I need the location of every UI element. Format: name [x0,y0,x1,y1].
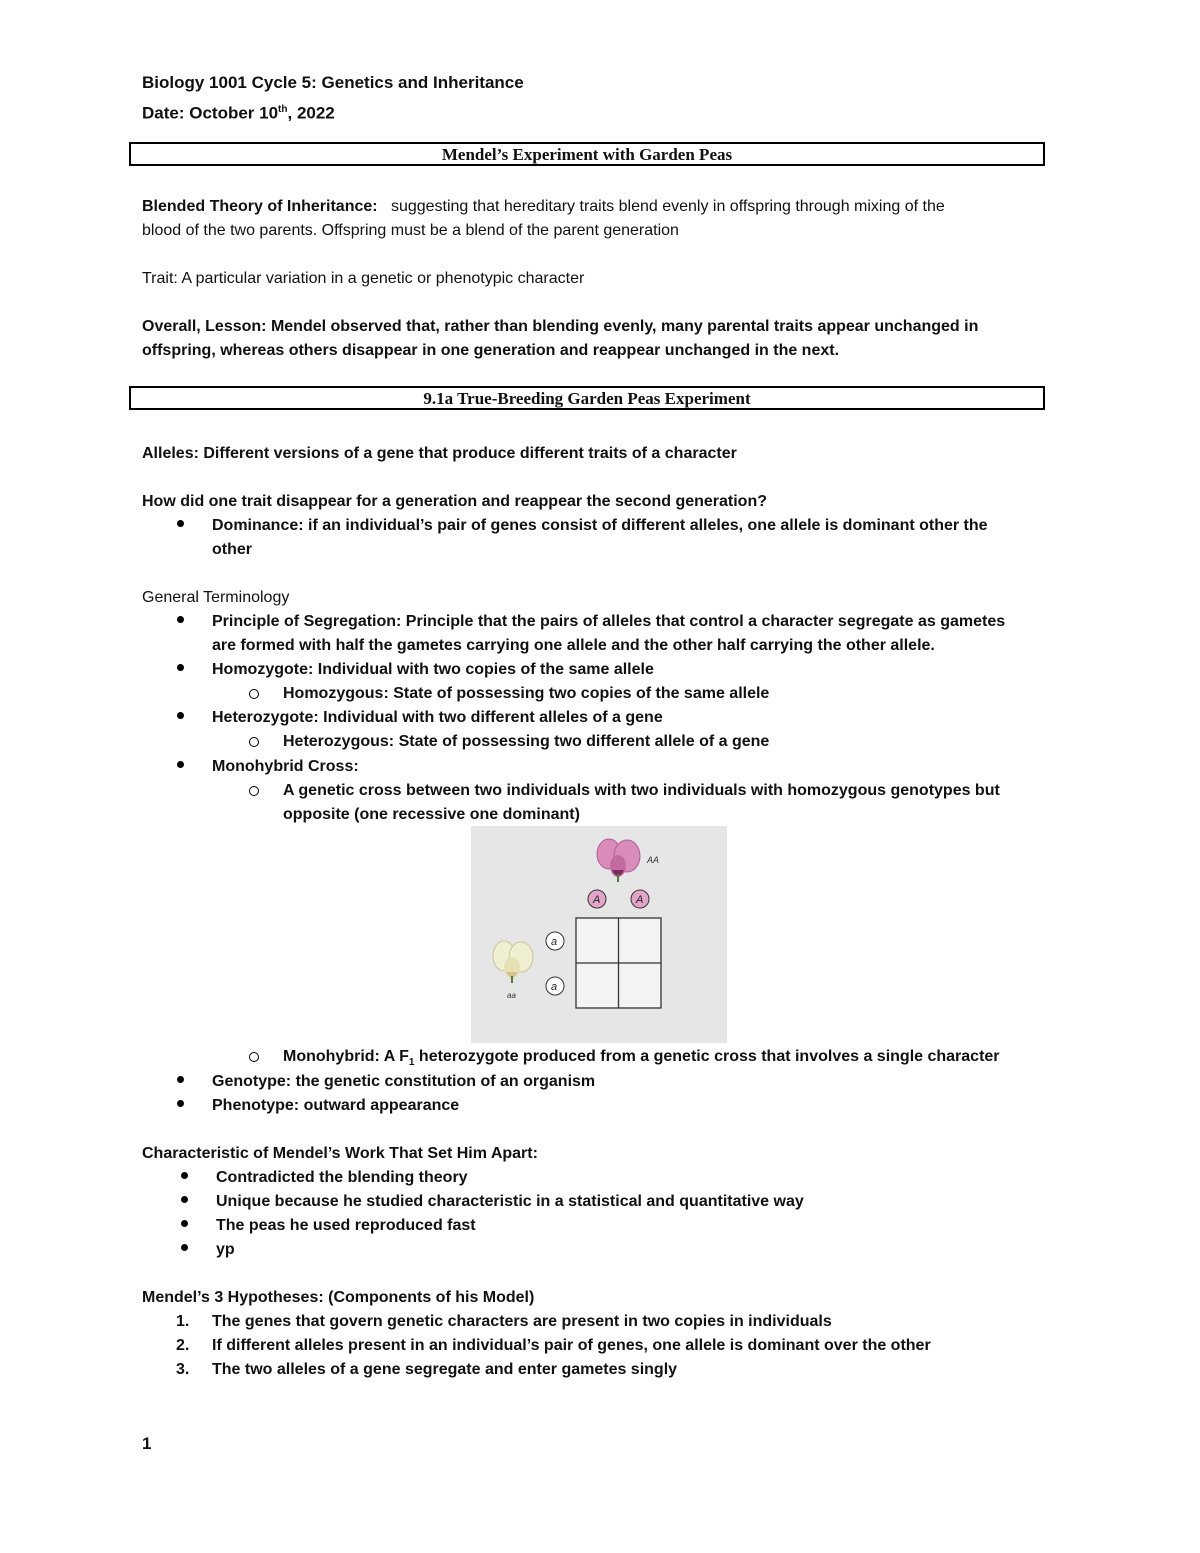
dominance-definition: Dominance: if an individual’s pair of genes consist of different alleles, one allele is dominant other the [212,517,988,534]
hypothesis-item: The genes that govern genetic characters are present in two copies in individuals [212,1313,832,1330]
hypothesis-item: If different alleles present in an individual’s pair of genes, one allele is dominant over the other [212,1337,931,1354]
heterozygous-definition: Heterozygous: State of possessing two different allele of a gene [283,733,770,750]
pink-flower-icon [597,839,640,882]
overall-lesson-line1: Overall, Lesson: Mendel observed that, rather than blending evenly, many parental traits appear unchanged in [142,318,979,335]
bullet-icon [177,1076,184,1083]
list-number: 1. [176,1313,190,1330]
monohybrid-definition: Monohybrid: A $F_1$ heterozygote produced from a genetic cross that involves a single character [283,1048,1000,1069]
sub-bullet-icon [249,1052,259,1062]
trait-definition: Trait: A particular variation in a genetic or phenotypic character [142,270,585,287]
dominance-definition-cont: other [212,541,252,558]
monohybrid-cross-definition: A genetic cross between two individuals with two individuals with homozygous genotypes but [283,782,1000,799]
section-heading-true-breeding: 9.1a True-Breeding Garden Peas Experiment [129,386,1045,410]
lecture-date: Date: October 10th, 2022 [142,103,335,123]
overall-lesson-line2: offspring, whereas others disappear in one generation and reappear unchanged in the next. [142,342,840,359]
allele-label: A [636,894,644,906]
sub-bullet-icon [249,737,259,747]
heterozygote-definition: Heterozygote: Individual with two different alleles of a gene [212,709,663,726]
general-terminology-heading: General Terminology [142,589,290,606]
list-number: 2. [176,1337,190,1354]
parent1-genotype-label: AA [647,855,660,865]
punnett-square-figure [471,826,727,1043]
list-number: 3. [176,1361,190,1378]
white-flower-icon [493,941,533,983]
bullet-icon [177,520,184,527]
bullet-icon [177,616,184,623]
genotype-definition: Genotype: the genetic constitution of an organism [212,1073,596,1090]
sub-bullet-icon [249,689,259,699]
bullet-icon [181,1244,188,1251]
allele-label: a [551,981,558,993]
sub-bullet-icon [249,786,259,796]
segregation-definition-cont: are formed with half the gametes carrying one allele and the other half carrying the other allele. [212,637,935,654]
characteristic-item: yp [216,1241,235,1258]
bullet-icon [177,761,184,768]
allele-label: A [593,894,601,906]
page-number: 1 [142,1434,152,1453]
bullet-icon [177,712,184,719]
section-heading-mendel: Mendel’s Experiment with Garden Peas [129,142,1045,166]
course-title: Biology 1001 Cycle 5: Genetics and Inheritance [142,73,524,92]
phenotype-definition: Phenotype: outward appearance [212,1097,460,1114]
characteristic-item: The peas he used reproduced fast [216,1217,476,1234]
monohybrid-cross-heading: Monohybrid Cross: [212,758,359,775]
segregation-definition: Principle of Segregation: Principle that the pairs of alleles that control a character segregate as gametes [212,613,1006,630]
characteristic-item: Unique because he studied characteristic in a statistical and quantitative way [216,1193,804,1210]
characteristic-item: Contradicted the blending theory [216,1169,468,1186]
allele-label: a [551,936,558,948]
parent2-genotype-label: aa [507,991,516,1000]
bullet-icon [177,664,184,671]
alleles-definition: Alleles: Different versions of a gene that produce different traits of a character [142,445,737,462]
bullet-icon [181,1172,188,1179]
homozygous-definition: Homozygous: State of possessing two copies of the same allele [283,685,770,702]
hypothesis-item: The two alleles of a gene segregate and enter gametes singly [212,1361,678,1378]
bullet-icon [177,1100,184,1107]
hypotheses-heading: Mendel’s 3 Hypotheses: (Components of his Model) [142,1289,535,1306]
bullet-icon [181,1220,188,1227]
homozygote-definition: Homozygote: Individual with two copies of the same allele [212,661,654,678]
question-heading: How did one trait disappear for a generation and reappear the second generation? [142,493,767,510]
blended-theory-definition: Blended Theory of Inheritance: suggesting that hereditary traits blend evenly in offspring through mixing of the [142,198,945,215]
characteristics-heading: Characteristic of Mendel’s Work That Set Him Apart: [142,1145,538,1162]
monohybrid-cross-definition-cont: opposite (one recessive one dominant) [283,806,580,823]
blended-theory-definition-cont: blood of the two parents. Offspring must be a blend of the parent generation [142,222,679,239]
bullet-icon [181,1196,188,1203]
